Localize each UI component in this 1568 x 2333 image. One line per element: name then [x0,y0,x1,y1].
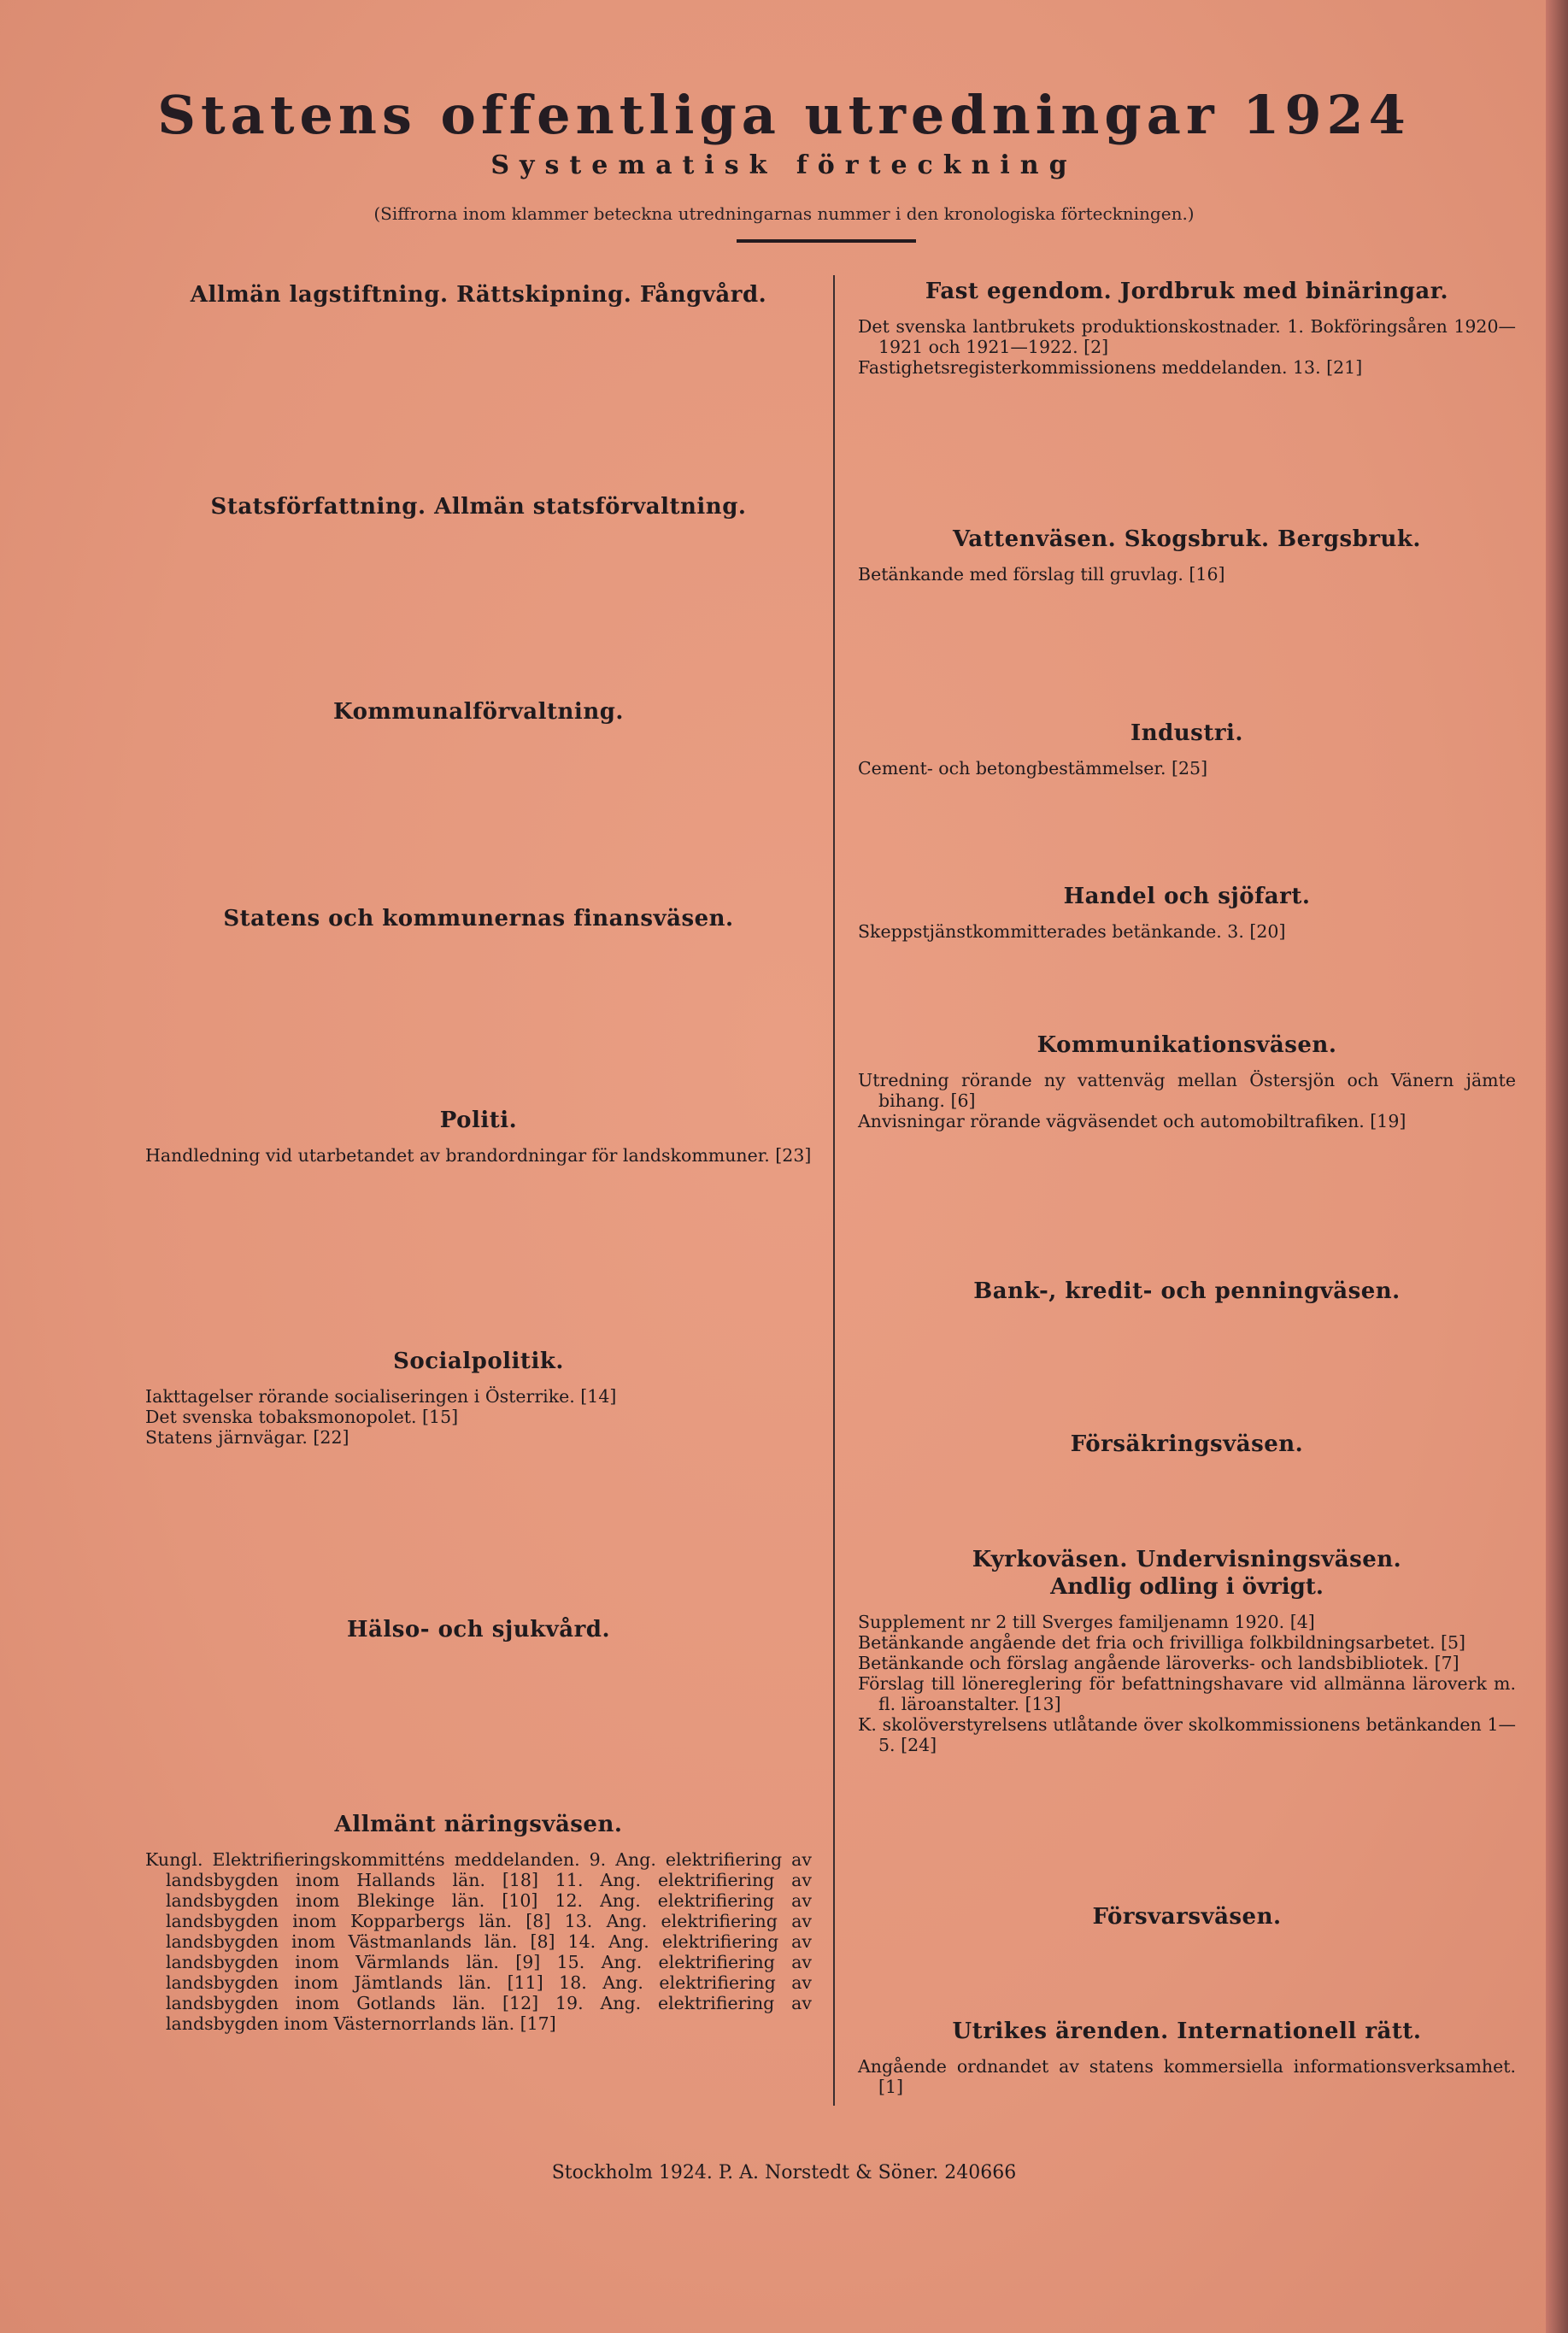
document-title: Statens offentliga utredningar 1924 [157,84,1411,146]
section-lagstiftning [145,282,812,320]
section-heading: Hälso- och sjukvård. [346,1617,611,1643]
column-divider [833,275,835,2106]
entry: Det svenska tobaksmonopolet. [15] [145,1407,459,1427]
section-bankvasen [858,1278,1516,1316]
section-kommunalforvaltning [145,699,812,737]
section-socialpolitik [145,1349,812,1448]
section-forsakringsvasen [858,1431,1516,1469]
entry: Det svenska lantbrukets produktionskostnader. 1. Bokföringsåren 1920—1921 och 1921—1922. [2] [858,316,1516,357]
section-forsvarsvasen [858,1904,1516,1942]
entry: Fastighetsregisterkommissionens meddelanden. 13. [21] [858,357,1363,378]
entry: Skeppstjänstkommitterades betänkande. 3. [20] [858,921,1286,942]
printer-imprint: Stockholm 1924. P. A. Norstedt & Söner. 240666 [551,2162,1017,2183]
section-statsforfattning [145,494,812,532]
page-edge [1546,0,1568,2333]
section-halso-sjukvard [145,1617,812,1654]
section-finansvasen [145,906,812,943]
section-heading: Politi. [439,1108,518,1133]
section-naringsvasen [145,1812,812,2034]
section-industri [858,720,1516,779]
section-heading: Allmänt näringsväsen. [334,1812,623,1837]
section-heading-line2: Andlig odling i övrigt. [1050,1574,1324,1600]
section-heading: Handel och sjöfart. [1063,884,1311,909]
entry: Anvisningar rörande vägväsendet och automobiltrafiken. [19] [858,1111,1407,1131]
entry: Förslag till lönereglering för befattningshavare vid allmänna läroverk m. fl. läroanstalter. [13] [858,1673,1516,1714]
section-vattenvasen [858,526,1516,585]
entry: Betänkande med förslag till gruvlag. [16] [858,564,1225,585]
title-rule [737,239,916,243]
section-heading: Försäkringsväsen. [1070,1431,1304,1457]
entry: Kungl. Elektrifieringskommitténs meddelanden. 9. Ang. elektrifiering av landsbygden inom Hallands län. [18] 11. Ang. elektrifiering av landsbygden inom Blekinge län. [10] 12. Ang. elektrifiering av landsbygden inom Kopparbergs län. [8] 13. Ang. elektrifiering av landsbygden inom Västmanlands län. [8] 14. Ang. elektrifiering av landsbygden inom Värmlands län. [9] 15. Ang. elektrifiering av landsbygden inom Jämtlands län. [11] 18. Ang. elektrifiering av landsbygden inom Gotlands län. [12] 19. Ang. elektrifiering av landsbygden inom Västernorrlands län. [17] [145,1849,812,2034]
section-kyrkovasen [858,1547,1516,1755]
document-subtitle: Systematisk förteckning [490,150,1078,180]
section-fast-egendom [858,279,1516,378]
entry: Supplement nr 2 till Sverges familjenamn 1920. [4] [858,1612,1315,1632]
entry: K. skolöverstyrelsens utlåtande över skolkommissionens betänkanden 1—5. [24] [858,1714,1516,1755]
section-heading: Bank-, kredit- och penningväsen. [973,1278,1401,1304]
section-heading: Vattenväsen. Skogsbruk. Bergsbruk. [953,526,1421,552]
entry: Iakttagelser rörande socialiseringen i Österrike. [14] [145,1386,617,1407]
entry: Betänkande och förslag angående läroverks- och landsbibliotek. [7] [858,1653,1459,1673]
document-note: (Siffrorna inom klammer beteckna utredningarnas nummer i den kronologiska förteckningen.) [373,203,1195,224]
section-heading: Kommunalförvaltning. [333,699,624,725]
entry: Betänkande angående det fria och frivilliga folkbildningsarbetet. [5] [858,1632,1466,1653]
entry: Statens järnvägar. [22] [145,1427,349,1448]
section-heading: Statens och kommunernas finansväsen. [223,906,734,931]
section-heading: Kyrkoväsen. Undervisningsväsen. [972,1547,1402,1572]
section-handel-sjofart [858,884,1516,942]
section-heading: Utrikes ärenden. Internationell rätt. [952,2019,1422,2044]
section-heading: Försvarsväsen. [1092,1904,1282,1930]
entry: Cement- och betongbestämmelser. [25] [858,758,1208,779]
section-heading: Fast egendom. Jordbruk med binäringar. [925,279,1449,304]
section-heading: Allmän lagstiftning. Rättskipning. Fångvård. [190,282,767,308]
section-heading: Industri. [1130,720,1243,746]
section-politi [145,1108,812,1166]
section-heading: Statsförfattning. Allmän statsförvaltning. [210,494,747,520]
section-heading: Kommunikationsväsen. [1037,1032,1337,1058]
entry: Angående ordnandet av statens kommersiella informationsverksamhet. [1] [858,2056,1516,2097]
section-kommunikationsvasen [858,1032,1516,1131]
section-heading: Socialpolitik. [393,1349,564,1374]
entry: Handledning vid utarbetandet av brandordningar för landskommuner. [23] [145,1145,812,1166]
entry: Utredning rörande ny vattenväg mellan Östersjön och Vänern jämte bihang. [6] [858,1070,1516,1111]
section-utrikes [858,2019,1516,2097]
